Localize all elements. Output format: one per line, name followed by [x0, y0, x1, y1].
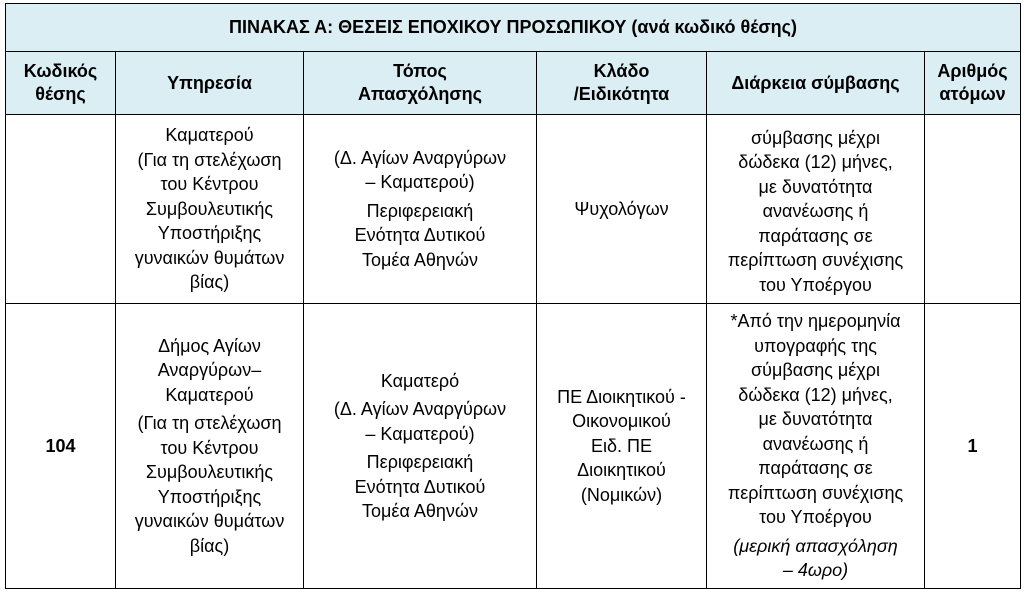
- location-area: [308, 146, 532, 195]
- cell-service: [116, 304, 304, 589]
- text-line: (μερική απασχόληση: [733, 535, 898, 556]
- duration-text: [711, 126, 920, 298]
- text-line: Υποστήριξης: [157, 223, 262, 244]
- text-line: (Δ. Αγίων Αναργύρων: [333, 147, 507, 168]
- cell-count: [925, 115, 1021, 304]
- text-line: Τόπος: [393, 61, 447, 81]
- text-line: θέσης: [35, 84, 86, 104]
- text-line: Τομέα Αθηνών: [362, 501, 478, 521]
- text-line: Συμβουλευτικής: [145, 198, 274, 219]
- text-line: Συμβουλευτικής: [145, 462, 274, 483]
- text-line: του Υποέργου: [759, 507, 872, 528]
- service-main: [120, 123, 299, 148]
- text-line: Περιφερειακή: [366, 200, 474, 221]
- cell-code: [6, 115, 116, 304]
- text-line: Αριθμός: [937, 61, 1008, 81]
- text-line: – 4ωρο): [782, 560, 849, 581]
- text-line: (Δ. Αγίων Αναργύρων: [333, 399, 507, 419]
- text-line: Διάρκεια σύμβασης: [731, 72, 900, 93]
- text-line: Καματερού: [165, 125, 254, 146]
- text-line: βίας): [189, 535, 230, 556]
- cell-service: [116, 115, 304, 304]
- service-main: [120, 334, 299, 408]
- text-line: του Κέντρου: [160, 174, 259, 195]
- text-line: Υποστήριξης: [157, 486, 262, 507]
- text-line: *Από την ημερομηνία: [730, 311, 901, 332]
- service-note: [120, 148, 299, 295]
- text-line: περίπτωση συνέχισης: [727, 482, 904, 503]
- service-note: [120, 411, 299, 558]
- location-region: [308, 450, 532, 524]
- table-row: [6, 115, 1021, 304]
- text-line: δώδεκα (12) μήνες,: [738, 384, 893, 405]
- text-line: δώδεκα (12) μήνες,: [738, 152, 893, 172]
- text-line: με δυνατότητα: [758, 409, 873, 430]
- text-line: /Ειδικότητα: [573, 84, 670, 104]
- text-line: παράτασης σε: [758, 458, 873, 479]
- cell-count: 1: [925, 304, 1021, 589]
- text-line: Απασχόλησης: [357, 84, 483, 104]
- cell-code: 104: [6, 304, 116, 589]
- text-line: υπογραφής της: [754, 335, 877, 356]
- text-line: ατόμων: [939, 84, 1006, 104]
- header-branch: [537, 52, 707, 115]
- duration-note: [711, 534, 920, 583]
- text-line: παράτασης σε: [758, 225, 873, 246]
- text-line: σύμβασης μέχρι: [751, 360, 880, 381]
- location-area: [308, 397, 532, 446]
- cell-duration: [707, 304, 925, 589]
- text-line: του Κέντρου: [160, 437, 259, 458]
- location-region: [308, 199, 532, 273]
- text-line: με δυνατότητα: [758, 176, 873, 197]
- text-line: Καματερό: [380, 370, 460, 391]
- text-line: Ενότητα Δυτικού: [354, 476, 486, 497]
- text-line: Καματερού: [165, 384, 254, 405]
- text-line: Διοικητικού: [577, 460, 666, 481]
- text-line: Κωδικός: [23, 61, 98, 81]
- text-line: Αναργύρων–: [157, 360, 262, 381]
- text-line: ανανέωσης ή: [762, 433, 869, 454]
- text-line: Οικονομικού: [572, 411, 671, 432]
- cell-branch: [537, 115, 707, 304]
- header-count: [925, 52, 1021, 115]
- header-service: [116, 52, 304, 115]
- header-duration: [707, 52, 925, 115]
- text-line: περίπτωση συνέχισης: [727, 250, 904, 270]
- text-line: Δήμος Αγίων: [158, 335, 261, 356]
- cell-branch: [537, 304, 707, 589]
- location-place: [308, 369, 532, 394]
- text-line: Υπηρεσία: [167, 72, 252, 93]
- text-line: γυναικών θυμάτων: [134, 511, 285, 532]
- text-line: (Για τη στελέχωση: [137, 149, 282, 170]
- text-line: Ειδ. ΠΕ: [590, 435, 653, 456]
- text-line: ανανέωσης ή: [762, 201, 869, 221]
- header-code: [6, 52, 116, 115]
- text-line: σύμβασης μέχρι: [751, 127, 880, 148]
- cell-location: [304, 304, 537, 589]
- text-line: Περιφερειακή: [366, 452, 474, 472]
- cell-location: [304, 115, 537, 304]
- table-header-row: [6, 52, 1021, 115]
- text-line: – Καματερού): [365, 172, 475, 193]
- header-location: [304, 52, 537, 115]
- text-line: Ψυχολόγων: [574, 198, 669, 219]
- text-line: – Καματερού): [365, 423, 475, 444]
- text-line: Κλάδο: [593, 61, 650, 81]
- positions-table: [5, 3, 1021, 589]
- text-line: γυναικών θυμάτων: [134, 247, 285, 268]
- text-line: βίας): [189, 272, 230, 293]
- cell-duration: [707, 115, 925, 304]
- duration-text: [711, 309, 920, 530]
- table-row: [6, 304, 1021, 589]
- text-line: (Νομικών): [580, 484, 663, 505]
- table-title-row: [6, 4, 1021, 52]
- text-line: Τομέα Αθηνών: [362, 249, 478, 270]
- table-title: ΠΙΝΑΚΑΣ Α: ΘΕΣΕΙΣ ΕΠΟΧΙΚΟΥ ΠΡΟΣΩΠΙΚΟΥ (ανά κωδικό θέσης): [6, 4, 1021, 52]
- text-line: (Για τη στελέχωση: [137, 413, 282, 434]
- text-line: του Υποέργου: [759, 274, 872, 295]
- text-line: Ενότητα Δυτικού: [354, 225, 486, 246]
- text-line: ΠΕ Διοικητικού -: [557, 386, 686, 407]
